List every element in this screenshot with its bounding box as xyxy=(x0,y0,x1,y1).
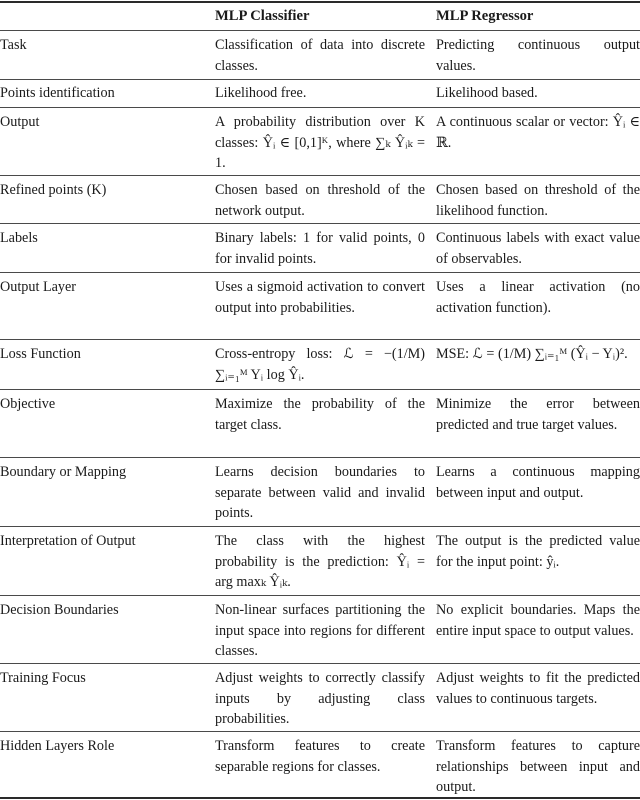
regressor-cell: No explicit boundaries. Maps the entire input space to output values. xyxy=(436,602,640,639)
row-label: Refined points (K) xyxy=(0,182,107,198)
regressor-cell: A continuous scalar or vector: Ŷᵢ ∈ ℝ. xyxy=(436,114,640,151)
row-label: Objective xyxy=(0,396,56,412)
classifier-cell: Classification of data into discrete classes. xyxy=(215,37,425,74)
regressor-cell: The output is the predicted value for the input point: ŷᵢ. xyxy=(436,533,640,570)
row-label: Decision Boundaries xyxy=(0,602,119,618)
row-rule xyxy=(0,389,640,390)
classifier-cell: Learns decision boundaries to separate between valid and invalid points. xyxy=(215,464,425,521)
regressor-cell: Transform features to capture relationships between input and output. xyxy=(436,738,640,795)
classifier-cell: Cross-entropy loss: ℒ = −(1/M) ∑ᵢ₌₁ᴹ Yᵢ log Ŷᵢ. xyxy=(215,346,425,383)
row-label: Labels xyxy=(0,230,38,246)
row-label: Task xyxy=(0,37,27,53)
regressor-cell: MSE: ℒ = (1/M) ∑ᵢ₌₁ᴹ (Ŷᵢ − Yᵢ)². xyxy=(436,346,628,362)
row-label: Training Focus xyxy=(0,670,86,686)
classifier-cell: Likelihood free. xyxy=(215,85,307,101)
regressor-cell: Continuous labels with exact value of observables. xyxy=(436,230,640,267)
regressor-cell: Adjust weights to fit the predicted values to continuous targets. xyxy=(436,670,640,707)
header-regressor: MLP Regressor xyxy=(436,8,534,24)
classifier-cell: Uses a sigmoid activation to convert output into probabilities. xyxy=(215,279,425,316)
row-label: Output Layer xyxy=(0,279,77,295)
row-label: Output xyxy=(0,114,40,130)
row-rule xyxy=(0,526,640,527)
row-rule xyxy=(0,731,640,732)
header-rule xyxy=(0,30,640,31)
regressor-cell: Minimize the error between predicted and true target values. xyxy=(436,396,640,433)
row-rule xyxy=(0,663,640,664)
regressor-cell: Chosen based on threshold of the likelihood function. xyxy=(436,182,640,219)
row-label: Points identification xyxy=(0,85,115,101)
classifier-cell: Adjust weights to correctly classify inputs by adjusting class probabilities. xyxy=(215,670,425,727)
classifier-cell: Transform features to create separable regions for classes. xyxy=(215,738,425,775)
classifier-cell: Binary labels: 1 for valid points, 0 for invalid points. xyxy=(215,230,425,267)
top-rule xyxy=(0,1,640,3)
regressor-cell: Likelihood based. xyxy=(436,85,538,101)
row-label: Interpretation of Output xyxy=(0,533,136,549)
header-classifier: MLP Classifier xyxy=(215,8,310,24)
row-rule xyxy=(0,339,640,340)
row-rule xyxy=(0,457,640,458)
regressor-cell: Uses a linear activation (no activation function). xyxy=(436,279,640,316)
classifier-cell: The class with the highest probability is the prediction: Ŷᵢ = arg maxₖ Ŷᵢₖ. xyxy=(215,533,425,590)
classifier-cell: Maximize the probability of the target class. xyxy=(215,396,425,433)
row-rule xyxy=(0,223,640,224)
classifier-cell: Non-linear surfaces partitioning the input space into regions for different classes. xyxy=(215,602,425,659)
row-rule xyxy=(0,272,640,273)
row-rule xyxy=(0,79,640,80)
row-label: Boundary or Mapping xyxy=(0,464,127,480)
row-rule xyxy=(0,175,640,176)
regressor-cell: Learns a continuous mapping between input and output. xyxy=(436,464,640,501)
row-rule xyxy=(0,107,640,108)
row-label: Hidden Layers Role xyxy=(0,738,115,754)
classifier-cell: A probability distribution over K classes: Ŷᵢ ∈ [0,1]ᴷ, where ∑ₖ Ŷᵢₖ = 1. xyxy=(215,114,425,171)
row-rule xyxy=(0,595,640,596)
row-label: Loss Function xyxy=(0,346,81,362)
regressor-cell: Predicting continuous output values. xyxy=(436,37,640,74)
classifier-cell: Chosen based on threshold of the network output. xyxy=(215,182,425,219)
